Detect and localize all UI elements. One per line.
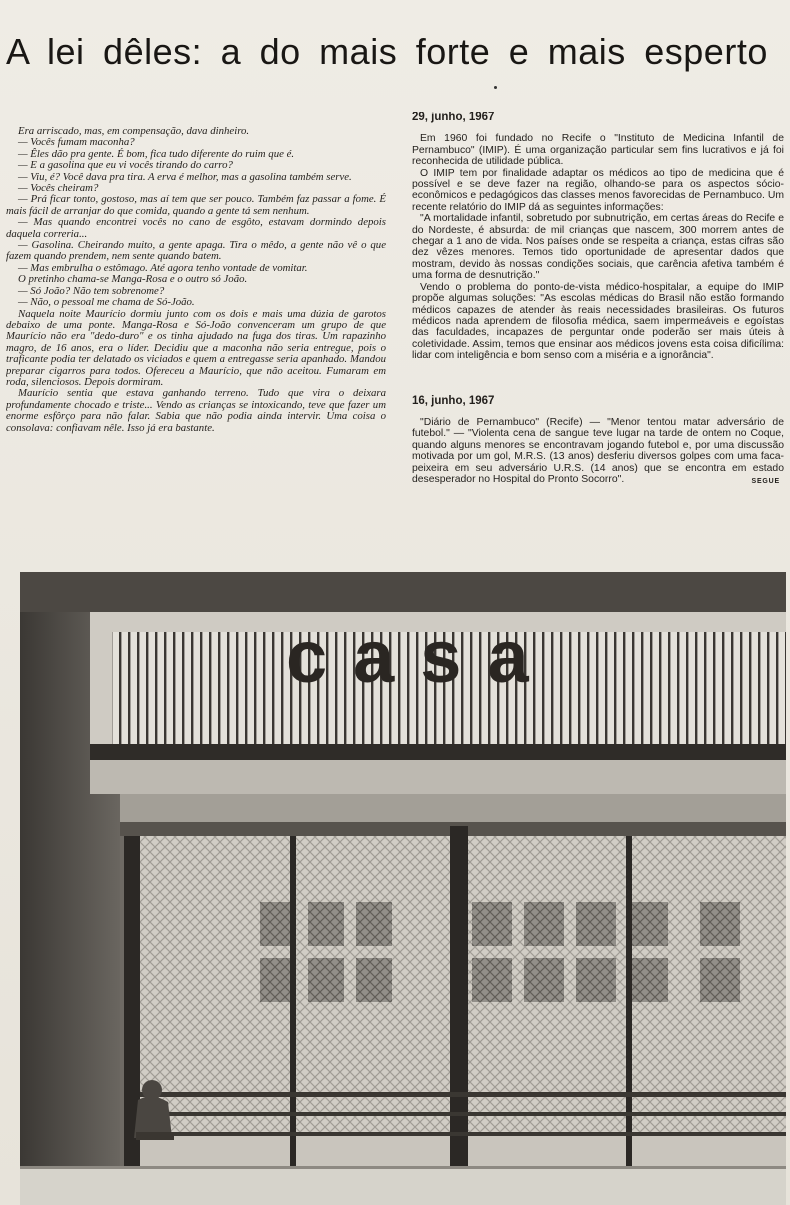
paragraph: — Gasolina. Cheirando muito, a gente apaga. Tira o mêdo, a gente não vê o que fazem quando prendem, nem sente quando batem. xyxy=(6,239,386,263)
paragraph: Era arriscado, mas, em compensação, dava dinheiro. xyxy=(18,126,250,137)
paragraph: — Não, o pessoal me chama de Só-João. xyxy=(18,296,195,309)
paragraph: O IMIP tem por finalidade adaptar os médicos ao tipo de medicina que é possível e se deve fazer na região, olhando-se para os aspectos sócio-econômicos e pedagógicos das classes menos favorecidas de Pernambuco. Um recente relatório do IMIP dá as seguintes informações: xyxy=(412,167,784,213)
paragraph: — Êles dão pra gente. É bom, fica tudo diferente do ruim que é. xyxy=(18,147,295,160)
paragraph: — Mas embrulha o estômago. Até agora tenho vontade de vomitar. xyxy=(18,261,308,274)
section-date: 16, junho, 1967 xyxy=(412,394,495,407)
report-section-imip xyxy=(412,112,784,362)
paragraph: — Viu, é? Você dava pra tira. A erva é melhor, mas a gasolina também serve. xyxy=(18,170,352,183)
paragraph: — E a gasolina que eu vi vocês tirando do carro? xyxy=(18,159,233,172)
paragraph: "Diário de Pernambuco" (Recife) — "Menor tentou matar adversário de futebol." — "Violenta cena de sangue teve lugar na tarde de ontem no Coque, quando alguns menores se encontravam jogando futebol e, por uma discussão motivada por um gol, M.R.S. (13 anos) desferiu diversos golpes com uma faca-peixeira em seu adversário U.R.S. (14 anos) que se encontra em estado desesperador no Hospital do Pronto Socorro". xyxy=(412,416,784,485)
paragraph: — Vocês cheiram? xyxy=(18,182,99,195)
paragraph: — Mas quando encontrei vocês no cano de esgôto, estavam dormindo depois daquela correria... xyxy=(6,216,386,240)
paragraph: — Prá ficar tonto, gostoso, mas aí tem que ser pouco. Também faz passar a fome. É mais fácil de arranjar do que comida, quando a gente tá sem nenhum. xyxy=(6,193,386,217)
continued-marker: SEGUE xyxy=(751,478,780,486)
report-section-diario xyxy=(412,396,784,488)
paragraph: Vendo o problema do ponto-de-vista médico-hospitalar, a equipe do IMIP propõe algumas soluções: "As escolas médicas do Brasil não estão formando médicos capazes de atender às reais necessidades brasileiras. Os futuros médicos nada aprendem de filosofia médica, saem impermeáveis e egoístas das faculdades, incapazes de perguntar onde poderão ser mais úteis à coletividade. Assim, temos que ensinar aos médicos jovens esta coisa dificílima: lidar com inteligência e bom senso com a miséria e a ignorância". xyxy=(412,281,784,362)
paragraph: O pretinho chama-se Manga-Rosa e o outro só João. xyxy=(18,273,248,286)
paragraph: — Vocês fumam maconha? xyxy=(18,136,135,149)
right-column-reports xyxy=(412,112,784,562)
headline: A lei dêles: a do mais forte e mais esperto xyxy=(6,31,768,72)
paragraph: "A mortalidade infantil, sobretudo por subnutrição, em certas áreas do Recife e do Nordeste, é absurda: de mil crianças que nascem, 300 morrem antes de chegar a 1 ano de vida. Nos países onde se respeita a criança, estas cifras são dez vêzes menores. Temos tido oportunidade de apresentar dados que mostram, devido às nossas condições sociais, que carência afetiva também é uma forma de desnutrição." xyxy=(412,213,784,282)
paragraph: Naquela noite Maurício dormiu junto com os dois e mais uma dúzia de garotos debaixo de uma ponte. Manga-Rosa e Só-João convenceram um grupo de que Maurício não era "dedo-duro" e os tinha ajudado na fuga dos tiras. Um rapazinho magro, de 16 anos, era o líder. Decidiu que a maconha não seria entregue, pois o traficante podia ter delatado os viciados e quem a entregasse seria apanhado. Mandou preparar cigarros para todos. Ofereceu a Maurício, que não aceitou. Fumaram em roda, silenciosos. Depois dormiram. xyxy=(6,307,386,388)
print-dot xyxy=(494,86,497,89)
paragraph: Maurício sentia que estava ganhando terreno. Tudo que vira o deixara profundamente chocado e triste... Vendo as crianças se intoxicando, teve que fazer um enorme esfôrço para não falar. Sabia que não podia ainda intervir. Uma coisa o consolava: confiavam nêle. Isso já era bastante. xyxy=(6,387,386,434)
left-column-dialogue xyxy=(6,126,386,576)
paragraph: — Só João? Não tem sobrenome? xyxy=(18,284,165,297)
section-date: 29, junho, 1967 xyxy=(412,112,495,123)
paragraph: Em 1960 foi fundado no Recife o "Instituto de Medicina Infantil de Pernambuco" (IMIP). É uma organização particular sem fins lucrativos e já foi reconhecida de utilidade pública. xyxy=(412,133,784,168)
sign-lettering: casa xyxy=(286,615,555,698)
